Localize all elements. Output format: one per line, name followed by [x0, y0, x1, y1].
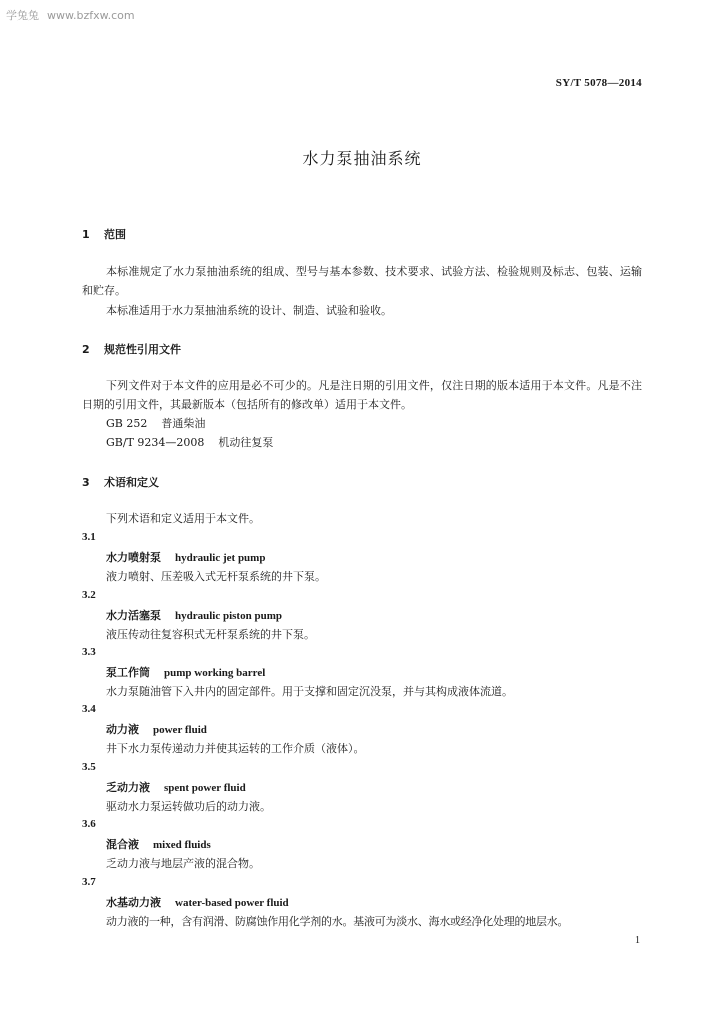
- references-paragraph: 下列文件对于本文件的应用是必不可少的。凡是注日期的引用文件，仅注日期的版本适用于本文件。凡是不注日期的引用文件，其最新版本（包括所有的修改单）适用于本文件。: [82, 379, 642, 411]
- reference-code: GB/T 9234—2008: [106, 436, 205, 449]
- term-english: spent power fluid: [164, 782, 246, 794]
- section-title: 范围: [104, 228, 126, 241]
- term-number: 3.2: [82, 589, 96, 601]
- term-definition: 动力液的一种，含有润滑、防腐蚀作用化学剂的水。基液可为淡水、海水或经净化处理的地层水。: [106, 915, 569, 928]
- section-title: 规范性引用文件: [104, 343, 181, 356]
- term-english: mixed fluids: [153, 839, 211, 851]
- section-number: 3: [82, 476, 90, 489]
- term-heading: [106, 779, 246, 795]
- term-heading: [106, 549, 265, 565]
- term-definition: 液压传动往复容积式无杆泵系统的井下泵。: [106, 628, 315, 641]
- term-heading: [106, 894, 289, 910]
- watermark-url: www.bzfxw.com: [47, 9, 135, 22]
- term-chinese: 泵工作筒: [106, 666, 150, 679]
- term-chinese: 水力活塞泵: [106, 609, 161, 622]
- term-definition: 乏动力液与地层产液的混合物。: [106, 857, 260, 870]
- reference-item: [106, 434, 273, 450]
- term-number: 3.3: [82, 646, 96, 658]
- term-english: power fluid: [153, 724, 207, 736]
- term-definition: 液力喷射、压差吸入式无杆泵系统的井下泵。: [106, 570, 326, 583]
- term-chinese: 乏动力液: [106, 781, 150, 794]
- section-heading-normative-references: [82, 341, 181, 357]
- section-title: 术语和定义: [104, 476, 159, 489]
- term-number: 3.7: [82, 876, 96, 888]
- watermark-site-name: 学兔兔: [6, 9, 39, 22]
- section-number: 1: [82, 228, 90, 241]
- term-definition: 井下水力泵传递动力并使其运转的工作介质（液体）。: [106, 742, 365, 755]
- term-heading: [106, 607, 282, 623]
- term-english: hydraulic jet pump: [175, 552, 266, 564]
- standard-number: SY/T 5078—2014: [555, 77, 642, 89]
- term-chinese: 水力喷射泵: [106, 551, 161, 564]
- reference-name: 普通柴油: [161, 417, 206, 430]
- section-heading-terms: [82, 474, 159, 490]
- section-number: 2: [82, 343, 90, 356]
- reference-code: GB 252: [106, 417, 148, 430]
- terms-intro: 下列术语和定义适用于本文件。: [106, 512, 260, 525]
- term-definition: 水力泵随油管下入井内的固定部件。用于支撑和固定沉没泵，并与其构成液体流道。: [106, 685, 513, 698]
- scope-paragraph-1: 本标准规定了水力泵抽油系统的组成、型号与基本参数、技术要求、试验方法、检验规则及标志、包装、运输和贮存。: [82, 265, 642, 297]
- document-title: 水力泵抽油系统: [302, 149, 422, 168]
- term-heading: [106, 664, 265, 680]
- term-heading: [106, 836, 211, 852]
- watermark: [6, 7, 143, 23]
- term-chinese: 动力液: [106, 723, 139, 736]
- term-chinese: 混合液: [106, 838, 139, 851]
- page-number: 1: [635, 935, 640, 946]
- term-number: 3.1: [82, 531, 96, 543]
- term-number: 3.4: [82, 703, 96, 715]
- term-heading: [106, 721, 207, 737]
- scope-paragraph-2: 本标准适用于水力泵抽油系统的设计、制造、试验和验收。: [106, 304, 392, 317]
- term-chinese: 水基动力液: [106, 896, 161, 909]
- reference-item: [106, 415, 205, 431]
- term-english: hydraulic piston pump: [175, 610, 282, 622]
- term-number: 3.6: [82, 818, 96, 830]
- reference-name: 机动往复泵: [218, 436, 274, 449]
- term-number: 3.5: [82, 761, 96, 773]
- section-heading-scope: [82, 226, 126, 242]
- term-definition: 驱动水力泵运转做功后的动力液。: [106, 800, 271, 813]
- term-english: pump working barrel: [164, 667, 266, 679]
- term-english: water-based power fluid: [175, 897, 289, 909]
